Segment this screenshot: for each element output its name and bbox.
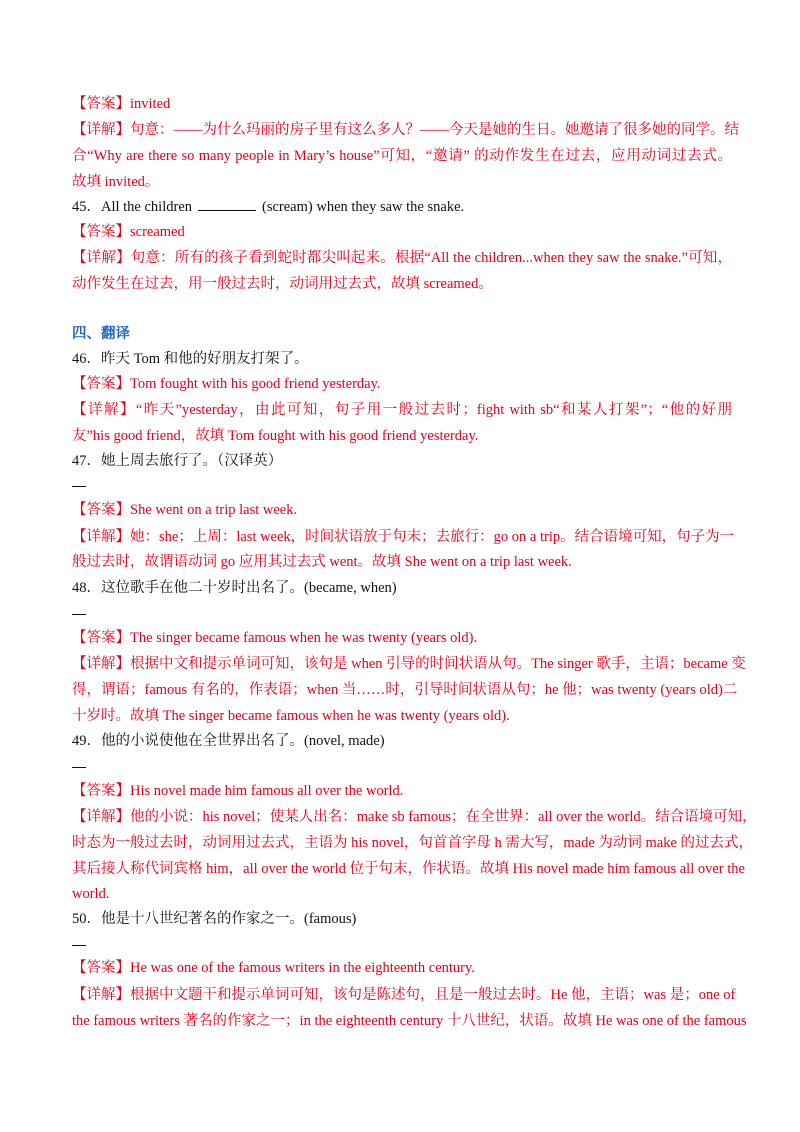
question-46: 46．昨天 Tom 和他的好朋友打架了。: [72, 351, 309, 367]
answer-50: 【答案】He was one of the famous writers in the eighteenth century.: [72, 960, 475, 976]
explanation-49-line-4: world.: [72, 886, 110, 902]
explanation-46-line-2: 友”his good friend，故填 Tom fought with his good friend yesterday.: [72, 428, 479, 444]
question-48: 48．这位歌手在他二十岁时出名了。(became, when): [72, 580, 397, 596]
explanation-49-line-1: 【详解】他的小说：his novel；使某人出名：make sb famous；在全世界：all over the world。结合语境可知，: [72, 809, 757, 825]
question-45-part-2: (scream) when they saw the snake.: [262, 199, 465, 215]
answer-45: 【答案】screamed: [72, 224, 185, 240]
answer-44: 【答案】invited: [72, 96, 171, 112]
explanation-47-line-1: 【详解】她：she；上周：last week，时间状语放于句末；去旅行：go on a trip。结合语境可知，句子为一: [72, 529, 735, 545]
explanation-47-line-2: 般过去时，故谓语动词 go 应用其过去式 went。故填 She went on a trip last week.: [72, 554, 572, 570]
explanation-44-line-3: 故填 invited。: [72, 174, 160, 190]
explanation-49-line-3: 其后接人称代词宾格 him，all over the world 位于句末，作状语。故填 His novel made him famous all over the: [72, 861, 745, 877]
explanation-50-line-2: the famous writers 著名的作家之一；in the eighteenth century 十八世纪，状语。故填 He was one of the famous: [72, 1013, 747, 1029]
explanation-45-line-1: 【详解】句意：所有的孩子看到蛇时都尖叫起来。根据“All the children...when they saw the snake.”可知，: [72, 250, 732, 266]
question-45: [72, 197, 732, 217]
explanation-44-line-1: 【详解】句意：——为什么玛丽的房子里有这么多人？——今天是她的生日。她邀请了很多她的同学。结: [72, 122, 739, 138]
explanation-46-line-1: 【详解】“昨天”yesterday，由此可知，句子用一般过去时；fight with sb“和某人打架”；“他的好朋: [72, 402, 732, 418]
answer-line-49: [72, 757, 732, 777]
answer-47: 【答案】She went on a trip last week.: [72, 502, 298, 518]
answer-line-47: [72, 476, 732, 496]
section-heading-translation: 四、翻译: [72, 326, 130, 342]
explanation-50-line-1: 【详解】根据中文题干和提示单词可知，该句是陈述句，且是一般过去时。He 他，主语；was 是；one of: [72, 987, 736, 1003]
question-47: 47．她上周去旅行了。（汉译英）: [72, 453, 283, 469]
explanation-45-line-2: 动作发生在过去，用一般过去时，动词用过去式，故填 screamed。: [72, 276, 493, 292]
explanation-44-line-2: 合“Why are there so many people in Mary’s house”可知，“邀请” 的动作发生在过去，应用动词过去式。: [72, 148, 732, 164]
answer-49: 【答案】His novel made him famous all over the world.: [72, 783, 404, 799]
explanation-48-line-3: 十岁时。故填 The singer became famous when he was twenty (years old).: [72, 708, 510, 724]
answer-line-50: [72, 935, 732, 955]
answer-blank: [198, 198, 256, 211]
explanation-48-line-1: 【详解】根据中文和提示单词可知，该句是 when 引导的时间状语从句。The singer 歌手，主语；became 变: [72, 656, 746, 672]
explanation-49-line-2: 时态为一般过去时，动词用过去式，主语为 his novel，句首首字母 h 需大写，made 为动词 make 的过去式，: [72, 835, 754, 851]
question-50: 50．他是十八世纪著名的作家之一。(famous): [72, 911, 357, 927]
answer-line-48: [72, 604, 732, 624]
answer-46: 【答案】Tom fought with his good friend yesterday.: [72, 376, 381, 392]
question-49: 49．他的小说使他在全世界出名了。(novel, made): [72, 733, 385, 749]
question-45-part-1: 45．All the children: [72, 199, 193, 215]
explanation-48-line-2: 得，谓语；famous 有名的，作表语；when 当……时，引导时间状语从句；he 他；was twenty (years old)二: [72, 682, 738, 698]
answer-48: 【答案】The singer became famous when he was twenty (years old).: [72, 630, 478, 646]
